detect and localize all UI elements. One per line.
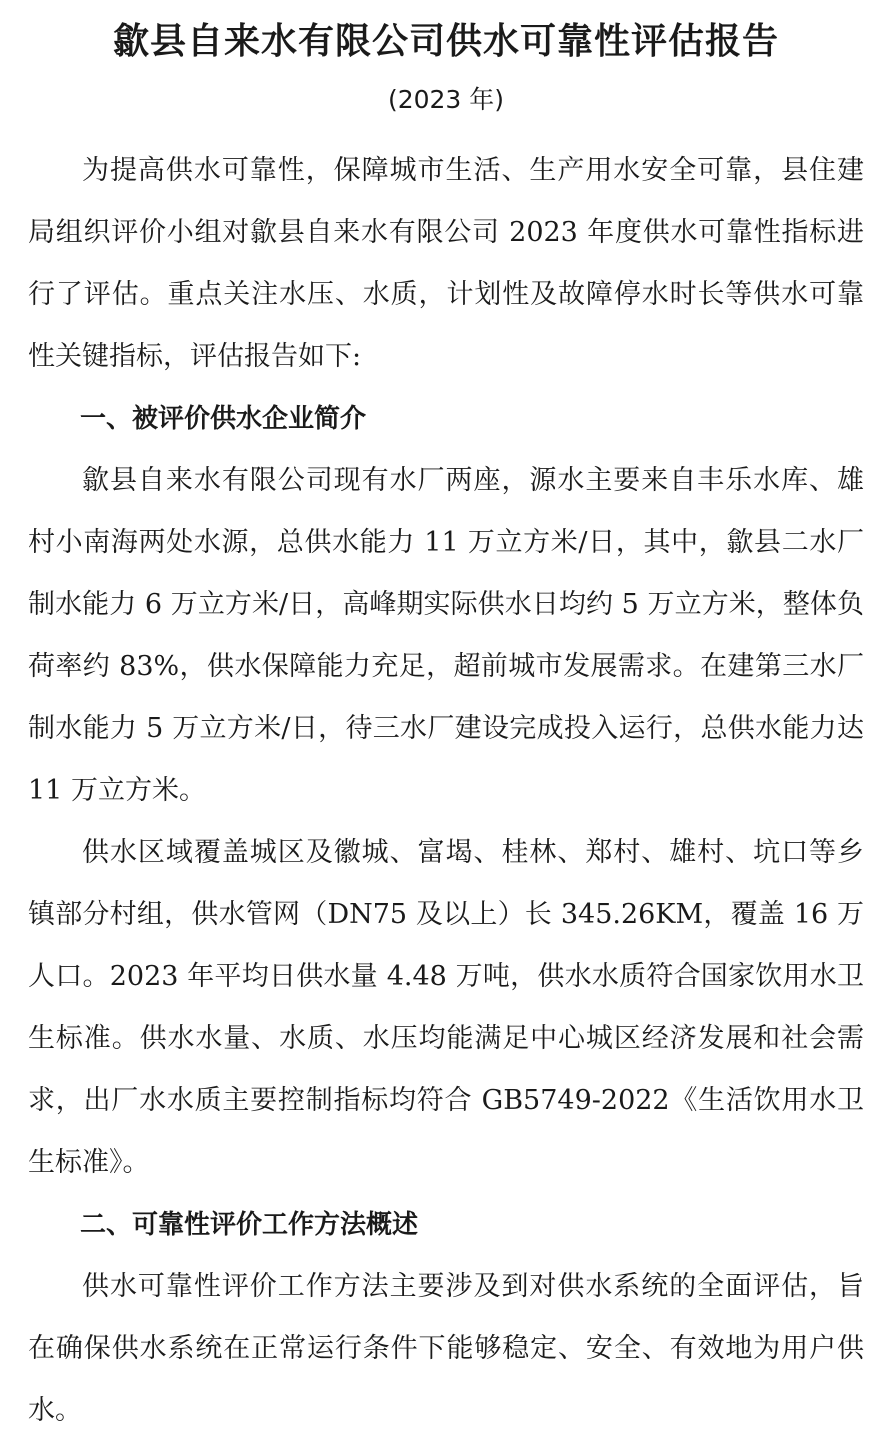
intro-paragraph: 为提高供水可靠性，保障城市生活、生产用水安全可靠，县住建局组织评价小组对歙县自来水有限公司 2023 年度供水可靠性指标进行了评估。重点关注水压、水质，计划性及故障停水时长等供水可靠性关键指标，评估报告如下: bbox=[28, 155, 864, 372]
document-body bbox=[28, 140, 864, 1442]
document-title: 歙县自来水有限公司供水可靠性评估报告 bbox=[112, 21, 779, 62]
section-1-paragraph-2: 供水区域覆盖城区及徽城、富堨、桂林、郑村、雄村、坑口等乡镇部分村组，供水管网（DN75 及以上）长 345.26KM，覆盖 16 万人口。2023 年平均日供水量 4.48 万吨，供水水质符合国家饮用水卫生标准。供水水量、水质、水压均能满足中心城区经济发展和社会需求，出厂水水质主要控制指标均符合 GB5749-2022《生活饮用水卫生标准》。 bbox=[28, 837, 864, 1178]
section-1-paragraph-1: 歙县自来水有限公司现有水厂两座，源水主要来自丰乐水库、雄村小南海两处水源，总供水能力 11 万立方米/日，其中，歙县二水厂制水能力 6 万立方米/日，高峰期实际供水日均约 5 万立方米，整体负荷率约 83%，供水保障能力充足，超前城市发展需求。在建第三水厂制水能力 5 万立方米/日，待三水厂建设完成投入运行，总供水能力达 11 万立方米。 bbox=[28, 465, 864, 806]
section-2-paragraph-1: 供水可靠性评价工作方法主要涉及到对供水系统的全面评估，旨在确保供水系统在正常运行条件下能够稳定、安全、有效地为用户供水。 bbox=[28, 1271, 864, 1426]
document-subtitle: (2023 年) bbox=[387, 85, 505, 114]
section-2-heading: 二、可靠性评价工作方法概述 bbox=[80, 1210, 419, 1240]
section-1-heading: 一、被评价供水企业简介 bbox=[80, 404, 367, 434]
